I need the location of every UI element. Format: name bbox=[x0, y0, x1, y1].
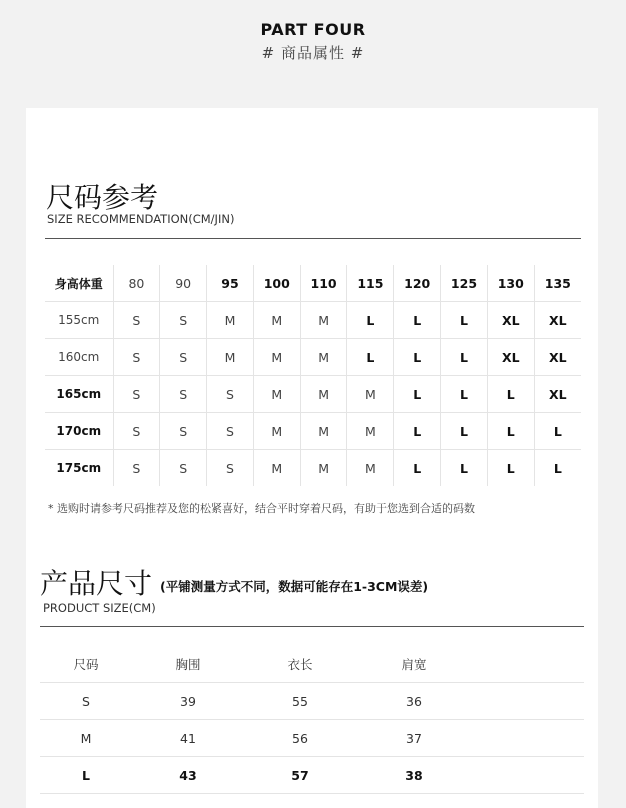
size-cell: XL bbox=[534, 376, 581, 413]
column-header: 胸围 bbox=[132, 646, 244, 683]
size-cell: S bbox=[113, 339, 160, 376]
weight-header: 95 bbox=[207, 265, 254, 302]
corner-label: 身高体重 bbox=[45, 265, 113, 302]
size-cell: S bbox=[113, 302, 160, 339]
measurement-cell: 39 bbox=[132, 683, 244, 720]
measurement-cell: 43 bbox=[132, 757, 244, 794]
weight-header: 100 bbox=[253, 265, 300, 302]
part-title: PART FOUR bbox=[260, 20, 366, 39]
size-cell: M bbox=[300, 302, 347, 339]
weight-header: 135 bbox=[534, 265, 581, 302]
size-cell: L bbox=[441, 339, 488, 376]
size-cell: S bbox=[113, 413, 160, 450]
weight-header: 120 bbox=[394, 265, 441, 302]
table-row bbox=[40, 757, 584, 794]
measurement-cell: 38 bbox=[356, 757, 472, 794]
size-cell: S bbox=[160, 339, 207, 376]
size-cell: XL bbox=[487, 302, 534, 339]
measurement-cell: 56 bbox=[244, 720, 356, 757]
size-cell: S bbox=[207, 450, 254, 487]
weight-header: 130 bbox=[487, 265, 534, 302]
height-label: 175cm bbox=[45, 450, 113, 487]
height-label: 165cm bbox=[45, 376, 113, 413]
size-cell: L bbox=[394, 339, 441, 376]
table-header-row bbox=[45, 265, 581, 302]
size-recommendation-subtitle: SIZE RECOMMENDATION(CM/JIN) bbox=[47, 212, 235, 226]
column-header: 衣长 bbox=[244, 646, 356, 683]
size-cell: L bbox=[394, 450, 441, 487]
table-header-row bbox=[40, 646, 584, 683]
size-cell: S bbox=[207, 413, 254, 450]
size-label: L bbox=[40, 757, 132, 794]
empty-cell bbox=[472, 720, 584, 757]
size-cell: S bbox=[160, 450, 207, 487]
size-cell: L bbox=[347, 339, 394, 376]
size-cell: L bbox=[487, 376, 534, 413]
size-cell: L bbox=[347, 302, 394, 339]
column-header: 尺码 bbox=[40, 646, 132, 683]
size-cell: L bbox=[441, 413, 488, 450]
product-size-note: (平铺测量方式不同，数据可能存在1-3CM误差) bbox=[160, 579, 429, 594]
size-cell: M bbox=[300, 450, 347, 487]
empty-cell bbox=[472, 683, 584, 720]
size-cell: M bbox=[347, 413, 394, 450]
size-cell: S bbox=[160, 413, 207, 450]
size-recommendation-table bbox=[45, 265, 581, 486]
size-label: S bbox=[40, 683, 132, 720]
size-cell: M bbox=[253, 413, 300, 450]
size-cell: S bbox=[207, 376, 254, 413]
size-cell: M bbox=[207, 302, 254, 339]
size-cell: M bbox=[300, 413, 347, 450]
size-cell: XL bbox=[487, 339, 534, 376]
product-size-title: 产品尺寸 bbox=[40, 567, 153, 600]
product-size-subtitle: PRODUCT SIZE(CM) bbox=[43, 601, 156, 615]
size-cell: M bbox=[253, 339, 300, 376]
weight-header: 80 bbox=[113, 265, 160, 302]
size-cell: S bbox=[113, 376, 160, 413]
height-label: 170cm bbox=[45, 413, 113, 450]
size-cell: L bbox=[394, 413, 441, 450]
size-cell: S bbox=[160, 376, 207, 413]
height-label: 160cm bbox=[45, 339, 113, 376]
weight-header: 115 bbox=[347, 265, 394, 302]
divider bbox=[40, 626, 584, 627]
height-label: 155cm bbox=[45, 302, 113, 339]
weight-header: 90 bbox=[160, 265, 207, 302]
size-cell: XL bbox=[534, 302, 581, 339]
size-cell: L bbox=[487, 413, 534, 450]
table-row bbox=[40, 683, 584, 720]
weight-header: 110 bbox=[300, 265, 347, 302]
empty-cell bbox=[472, 757, 584, 794]
size-cell: L bbox=[441, 302, 488, 339]
section-subtitle: # 商品属性 # bbox=[261, 44, 365, 62]
size-cell: M bbox=[253, 302, 300, 339]
measurement-cell: 57 bbox=[244, 757, 356, 794]
content-card bbox=[26, 108, 598, 808]
size-cell: M bbox=[253, 376, 300, 413]
size-cell: M bbox=[300, 339, 347, 376]
column-header: 肩宽 bbox=[356, 646, 472, 683]
size-cell: M bbox=[253, 450, 300, 487]
size-cell: L bbox=[534, 413, 581, 450]
table-row bbox=[45, 302, 581, 339]
table-row bbox=[45, 339, 581, 376]
size-recommendation-title: 尺码参考 bbox=[46, 181, 159, 214]
size-cell: M bbox=[300, 376, 347, 413]
size-cell: M bbox=[207, 339, 254, 376]
size-cell: S bbox=[113, 450, 160, 487]
measurement-cell: 41 bbox=[132, 720, 244, 757]
measurement-cell: 36 bbox=[356, 683, 472, 720]
size-label: M bbox=[40, 720, 132, 757]
table-row bbox=[45, 376, 581, 413]
size-cell: L bbox=[487, 450, 534, 487]
table-row bbox=[45, 450, 581, 487]
table-row bbox=[40, 720, 584, 757]
page-header bbox=[0, 20, 626, 63]
measurement-cell: 37 bbox=[356, 720, 472, 757]
size-cell: M bbox=[347, 450, 394, 487]
size-cell: M bbox=[347, 376, 394, 413]
empty-cell bbox=[472, 646, 584, 683]
product-size-table bbox=[40, 646, 584, 794]
size-note: * 选购时请参考尺码推荐及您的松紧喜好，结合平时穿着尺码，有助于您选到合适的码数 bbox=[48, 502, 475, 515]
weight-header: 125 bbox=[441, 265, 488, 302]
size-cell: S bbox=[160, 302, 207, 339]
divider bbox=[45, 238, 581, 239]
size-cell: L bbox=[441, 450, 488, 487]
size-cell: L bbox=[553, 460, 562, 476]
table-row bbox=[45, 413, 581, 450]
size-cell: XL bbox=[534, 339, 581, 376]
size-cell: L bbox=[441, 376, 488, 413]
size-cell: L bbox=[394, 376, 441, 413]
measurement-cell: 55 bbox=[244, 683, 356, 720]
size-cell: L bbox=[394, 302, 441, 339]
